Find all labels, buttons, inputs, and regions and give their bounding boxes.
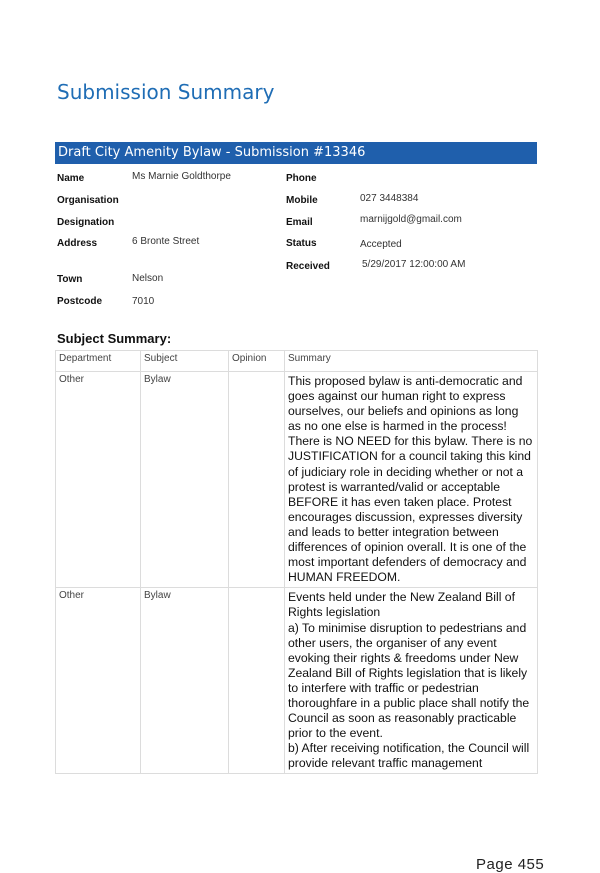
column-header: Subject: [141, 351, 229, 372]
address-value: 6 Bronte Street: [132, 236, 200, 247]
table-row: [56, 588, 538, 774]
column-header: Opinion: [229, 351, 285, 372]
name-label: Name: [57, 173, 85, 184]
page-number: Page 455: [476, 856, 545, 873]
email-label: Email: [286, 217, 313, 228]
summary-line: a) To minimise disruption to pedestrians and other users, the organiser of any event evoking their rights & freedoms under New Zealand Bill of Rights legislation that is likely to interfere with traffic or pedestrian thoroughfare in a public place shall notify the Council as soon as reasonably practicable prior to the event.: [288, 620, 530, 741]
email-value: marnijgold@gmail.com: [360, 214, 462, 225]
subject-summary-heading: Subject Summary:: [57, 331, 172, 346]
postcode-value: 7010: [132, 296, 155, 307]
town-value: Nelson: [132, 273, 164, 284]
table-row: [56, 372, 538, 588]
department-cell: Other: [56, 372, 141, 588]
summary-cell: This proposed bylaw is anti-democratic and goes against our human right to express ourselves, our beliefs and opinions as long as no one else is harmed in the process! There is NO NEED for this bylaw. There is no JUSTIFICATION for a council taking this kind of judiciary role in deciding whether or not a protest is warranted/valid or acceptable BEFORE it has even taken place. Protest encourages discussion, expresses diversity and leads to better integration between differences of opinion overall. It is one of the most important defenders of democracy and HUMAN FREEDOM.: [285, 372, 538, 588]
department-cell: Other: [56, 588, 141, 774]
submission-banner: Draft City Amenity Bylaw - Submission #13346: [55, 142, 537, 164]
mobile-value: 027 3448384: [360, 193, 419, 204]
page-title: Submission Summary: [57, 80, 275, 104]
summary-line: b) After receiving notification, the Council will provide relevant traffic management: [288, 741, 530, 771]
subject-cell: Bylaw: [141, 588, 229, 774]
status-value: Accepted: [360, 239, 402, 250]
column-header: Summary: [285, 351, 538, 372]
subject-summary-table: [55, 350, 538, 774]
town-label: Town: [57, 274, 83, 285]
opinion-cell: [229, 588, 285, 774]
designation-label: Designation: [57, 217, 115, 228]
opinion-cell: [229, 372, 285, 588]
summary-cell: [285, 588, 538, 774]
column-header: Department: [56, 351, 141, 372]
organisation-label: Organisation: [57, 195, 119, 206]
received-label: Received: [286, 261, 330, 272]
status-label: Status: [286, 238, 317, 249]
subject-cell: Bylaw: [141, 372, 229, 588]
summary-line: Events held under the New Zealand Bill of Rights legislation: [288, 590, 515, 620]
address-label: Address: [57, 238, 98, 249]
name-value: Ms Marnie Goldthorpe: [132, 171, 231, 182]
received-value: 5/29/2017 12:00:00 AM: [362, 259, 466, 270]
postcode-label: Postcode: [57, 296, 103, 307]
table-header-row: [56, 351, 538, 372]
mobile-label: Mobile: [286, 195, 318, 206]
phone-label: Phone: [286, 173, 317, 184]
